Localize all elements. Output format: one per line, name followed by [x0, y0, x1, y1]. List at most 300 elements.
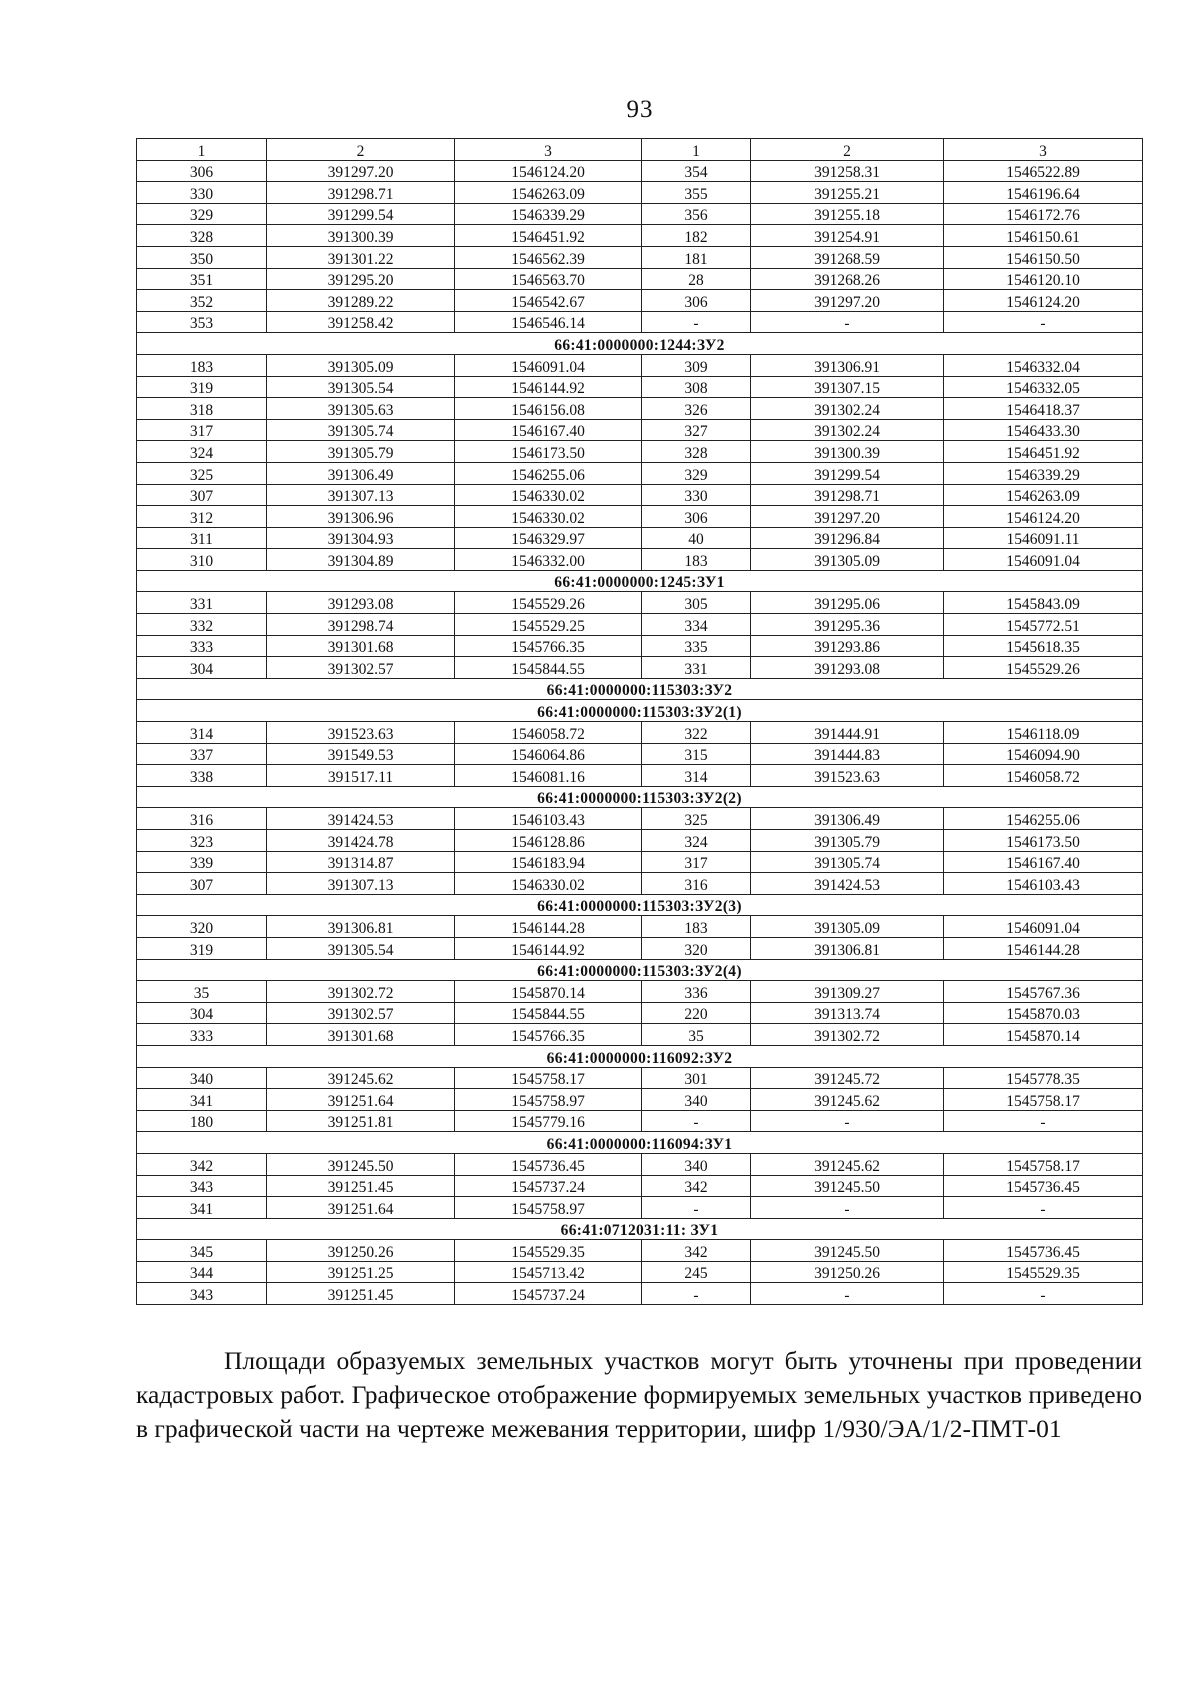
table-cell: 220: [642, 1002, 751, 1024]
table-cell: 1545870.14: [944, 1024, 1143, 1046]
table-cell: -: [751, 1283, 944, 1305]
table-cell: 1546124.20: [455, 160, 642, 182]
table-cell: 1546103.43: [455, 808, 642, 830]
table-cell: 1545758.97: [455, 1089, 642, 1111]
table-cell: 391293.08: [751, 657, 944, 679]
table-cell: 391302.24: [751, 398, 944, 420]
section-label: 66:41:0000000:115303:ЗУ2(2): [137, 786, 1143, 808]
table-cell: 391301.68: [267, 1024, 455, 1046]
table-cell: 341: [137, 1089, 267, 1111]
table-cell: 1546255.06: [455, 462, 642, 484]
table-cell: 343: [137, 1283, 267, 1305]
header-cell: 1: [137, 139, 267, 161]
table-cell: 1545766.35: [455, 635, 642, 657]
table-row: [137, 635, 1143, 657]
table-cell: 304: [137, 657, 267, 679]
table-cell: 245: [642, 1261, 751, 1283]
table-cell: 331: [642, 657, 751, 679]
table-cell: 352: [137, 290, 267, 312]
table-cell: 1546150.61: [944, 225, 1143, 247]
table-cell: 391302.72: [267, 981, 455, 1003]
table-cell: 342: [642, 1240, 751, 1262]
header-cell: 2: [751, 139, 944, 161]
table-row: [137, 246, 1143, 268]
table-row: [137, 851, 1143, 873]
table-cell: 1545767.36: [944, 981, 1143, 1003]
table-cell: 391306.49: [267, 462, 455, 484]
table-cell: 1546522.89: [944, 160, 1143, 182]
table-cell: 1545870.03: [944, 1002, 1143, 1024]
table-cell: 1546183.94: [455, 851, 642, 873]
table-cell: 391305.79: [267, 441, 455, 463]
table-cell: 391245.72: [751, 1067, 944, 1089]
table-cell: 317: [137, 419, 267, 441]
table-cell: 391297.20: [267, 160, 455, 182]
table-row: [137, 1197, 1143, 1219]
header-cell: 1: [642, 139, 751, 161]
table-cell: 183: [642, 549, 751, 571]
table-cell: 391306.81: [267, 916, 455, 938]
table-cell: 316: [137, 808, 267, 830]
table-cell: 391293.08: [267, 592, 455, 614]
table-cell: 1546330.02: [455, 873, 642, 895]
table-cell: 391301.68: [267, 635, 455, 657]
table-cell: 391297.20: [751, 506, 944, 528]
table-cell: 329: [137, 203, 267, 225]
section-heading-row: [137, 1132, 1143, 1154]
table-cell: 391305.09: [751, 916, 944, 938]
table-cell: 391258.42: [267, 311, 455, 333]
table-cell: 391255.21: [751, 182, 944, 204]
table-cell: 351: [137, 268, 267, 290]
table-cell: 391523.63: [751, 765, 944, 787]
table-cell: 1546330.02: [455, 484, 642, 506]
table-cell: 391302.57: [267, 1002, 455, 1024]
header-cell: 3: [944, 139, 1143, 161]
table-row: [137, 290, 1143, 312]
table-cell: 1546150.50: [944, 246, 1143, 268]
table-cell: 35: [137, 981, 267, 1003]
table-cell: 320: [642, 937, 751, 959]
table-cell: 343: [137, 1175, 267, 1197]
table-cell: 345: [137, 1240, 267, 1262]
section-label: 66:41:0000000:1244:ЗУ2: [137, 333, 1143, 355]
table-cell: 1545529.26: [455, 592, 642, 614]
table-cell: 391424.53: [751, 873, 944, 895]
table-cell: 330: [137, 182, 267, 204]
table-cell: 1546563.70: [455, 268, 642, 290]
table-cell: 391251.45: [267, 1175, 455, 1197]
table-cell: 391424.78: [267, 830, 455, 852]
table-cell: 319: [137, 376, 267, 398]
table-cell: 323: [137, 830, 267, 852]
table-cell: 391299.54: [751, 462, 944, 484]
table-row: [137, 1089, 1143, 1111]
table-cell: 325: [642, 808, 751, 830]
table-cell: 338: [137, 765, 267, 787]
table-cell: 391250.26: [751, 1261, 944, 1283]
table-cell: 1545736.45: [944, 1240, 1143, 1262]
table-cell: 391305.74: [751, 851, 944, 873]
section-heading-row: [137, 678, 1143, 700]
table-cell: 309: [642, 354, 751, 376]
table-cell: 314: [137, 722, 267, 744]
table-row: [137, 1261, 1143, 1283]
table-header-row: [137, 139, 1143, 161]
table-cell: -: [751, 1197, 944, 1219]
section-label: 66:41:0712031:11: ЗУ1: [137, 1218, 1143, 1240]
table-cell: 1546173.50: [455, 441, 642, 463]
table-cell: -: [642, 311, 751, 333]
table-cell: 391299.54: [267, 203, 455, 225]
table-cell: 391305.54: [267, 937, 455, 959]
table-row: [137, 1002, 1143, 1024]
section-heading-row: [137, 786, 1143, 808]
table-cell: -: [944, 1283, 1143, 1305]
table-cell: 340: [642, 1153, 751, 1175]
table-row: [137, 311, 1143, 333]
table-cell: 332: [137, 614, 267, 636]
table-cell: 1545758.17: [944, 1153, 1143, 1175]
table-cell: 1546173.50: [944, 830, 1143, 852]
table-cell: 1546339.29: [944, 462, 1143, 484]
section-heading-row: [137, 333, 1143, 355]
table-cell: 1546094.90: [944, 743, 1143, 765]
table-row: [137, 160, 1143, 182]
header-cell: 2: [267, 139, 455, 161]
table-cell: 391298.71: [267, 182, 455, 204]
table-row: [137, 376, 1143, 398]
table-cell: 301: [642, 1067, 751, 1089]
table-row: [137, 1240, 1143, 1262]
table-cell: 304: [137, 1002, 267, 1024]
table-row: [137, 1175, 1143, 1197]
table-cell: 1545758.17: [455, 1067, 642, 1089]
table-row: [137, 722, 1143, 744]
table-cell: 310: [137, 549, 267, 571]
table-cell: 1545618.35: [944, 635, 1143, 657]
table-cell: 1546329.97: [455, 527, 642, 549]
table-cell: 1546120.10: [944, 268, 1143, 290]
table-row: [137, 1067, 1143, 1089]
table-cell: 1545870.14: [455, 981, 642, 1003]
table-cell: 391307.13: [267, 873, 455, 895]
table-cell: 391305.54: [267, 376, 455, 398]
table-cell: 391293.86: [751, 635, 944, 657]
table-cell: 1546144.92: [455, 937, 642, 959]
table-cell: 391245.62: [267, 1067, 455, 1089]
table-row: [137, 1153, 1143, 1175]
table-cell: 340: [642, 1089, 751, 1111]
table-cell: 391305.09: [267, 354, 455, 376]
table-cell: 354: [642, 160, 751, 182]
table-cell: 391245.50: [267, 1153, 455, 1175]
table-cell: 391302.57: [267, 657, 455, 679]
table-cell: 391295.36: [751, 614, 944, 636]
table-cell: 330: [642, 484, 751, 506]
table-cell: 1545529.25: [455, 614, 642, 636]
table-cell: -: [751, 1110, 944, 1132]
table-row: [137, 592, 1143, 614]
table-cell: 1546263.09: [944, 484, 1143, 506]
table-cell: 391305.63: [267, 398, 455, 420]
table-cell: 391245.50: [751, 1240, 944, 1262]
table-cell: -: [642, 1110, 751, 1132]
table-cell: 324: [137, 441, 267, 463]
table-cell: 312: [137, 506, 267, 528]
table-cell: 1545529.35: [944, 1261, 1143, 1283]
table-cell: 316: [642, 873, 751, 895]
table-cell: 391258.31: [751, 160, 944, 182]
table-cell: 333: [137, 635, 267, 657]
table-cell: 391245.62: [751, 1089, 944, 1111]
table-row: [137, 182, 1143, 204]
table-cell: 342: [642, 1175, 751, 1197]
table-cell: 1546167.40: [944, 851, 1143, 873]
table-cell: 182: [642, 225, 751, 247]
table-row: [137, 937, 1143, 959]
table-row: [137, 916, 1143, 938]
table-cell: 317: [642, 851, 751, 873]
table-cell: 306: [137, 160, 267, 182]
table-row: [137, 484, 1143, 506]
table-cell: 1546091.11: [944, 527, 1143, 549]
table-row: [137, 743, 1143, 765]
table-cell: 391517.11: [267, 765, 455, 787]
table-cell: 319: [137, 937, 267, 959]
table-cell: -: [642, 1197, 751, 1219]
table-cell: 391302.24: [751, 419, 944, 441]
table-row: [137, 225, 1143, 247]
table-cell: 1546144.28: [944, 937, 1143, 959]
table-row: [137, 268, 1143, 290]
table-cell: 1546332.05: [944, 376, 1143, 398]
table-cell: 327: [642, 419, 751, 441]
section-label: 66:41:0000000:116092:ЗУ2: [137, 1045, 1143, 1067]
table-cell: 328: [137, 225, 267, 247]
table-cell: 391295.20: [267, 268, 455, 290]
table-cell: 306: [642, 290, 751, 312]
table-row: [137, 203, 1143, 225]
table-row: [137, 398, 1143, 420]
table-cell: 307: [137, 873, 267, 895]
table-cell: 305: [642, 592, 751, 614]
table-cell: 306: [642, 506, 751, 528]
table-cell: 353: [137, 311, 267, 333]
table-cell: 1545779.16: [455, 1110, 642, 1132]
table-cell: 391305.79: [751, 830, 944, 852]
table-cell: 391251.25: [267, 1261, 455, 1283]
table-cell: 1546451.92: [455, 225, 642, 247]
table-cell: 391298.71: [751, 484, 944, 506]
table-cell: 180: [137, 1110, 267, 1132]
table-cell: 320: [137, 916, 267, 938]
table-cell: 315: [642, 743, 751, 765]
table-cell: 1546263.09: [455, 182, 642, 204]
table-cell: 391444.83: [751, 743, 944, 765]
table-cell: 391424.53: [267, 808, 455, 830]
table-row: [137, 527, 1143, 549]
table-cell: 1546167.40: [455, 419, 642, 441]
table-cell: 1546103.43: [944, 873, 1143, 895]
table-cell: 391245.50: [751, 1175, 944, 1197]
table-cell: 1545736.45: [455, 1153, 642, 1175]
table-cell: 391523.63: [267, 722, 455, 744]
table-row: [137, 873, 1143, 895]
header-cell: 3: [455, 139, 642, 161]
table-cell: 1546339.29: [455, 203, 642, 225]
section-label: 66:41:0000000:115303:ЗУ2(1): [137, 700, 1143, 722]
notes-paragraph: [136, 1344, 1142, 1446]
table-cell: 308: [642, 376, 751, 398]
table-cell: 391314.87: [267, 851, 455, 873]
table-cell: 1545737.24: [455, 1283, 642, 1305]
table-cell: 355: [642, 182, 751, 204]
table-cell: 391309.27: [751, 981, 944, 1003]
table-cell: 1546064.86: [455, 743, 642, 765]
table-cell: 391268.26: [751, 268, 944, 290]
table-cell: 1546081.16: [455, 765, 642, 787]
table-cell: -: [751, 311, 944, 333]
table-row: [137, 657, 1143, 679]
table-cell: 391306.96: [267, 506, 455, 528]
table-cell: 1545529.26: [944, 657, 1143, 679]
section-heading-row: [137, 1218, 1143, 1240]
table-cell: 391251.64: [267, 1197, 455, 1219]
table-cell: 307: [137, 484, 267, 506]
table-cell: 391297.20: [751, 290, 944, 312]
section-heading-row: [137, 570, 1143, 592]
table-cell: 391251.64: [267, 1089, 455, 1111]
table-cell: 35: [642, 1024, 751, 1046]
coordinates-table: [136, 138, 1143, 1305]
table-row: [137, 419, 1143, 441]
table-cell: 28: [642, 268, 751, 290]
table-cell: 1545844.55: [455, 657, 642, 679]
table-cell: 391305.74: [267, 419, 455, 441]
table-cell: 183: [137, 354, 267, 376]
table-cell: 318: [137, 398, 267, 420]
section-heading-row: [137, 700, 1143, 722]
table-cell: 1546144.28: [455, 916, 642, 938]
table-cell: 334: [642, 614, 751, 636]
table-cell: 342: [137, 1153, 267, 1175]
table-cell: 391304.89: [267, 549, 455, 571]
table-cell: 1546118.09: [944, 722, 1143, 744]
table-row: [137, 614, 1143, 636]
table-cell: 1546091.04: [455, 354, 642, 376]
table-row: [137, 765, 1143, 787]
table-cell: 181: [642, 246, 751, 268]
table-cell: 40: [642, 527, 751, 549]
section-heading-row: [137, 959, 1143, 981]
table-cell: 1546542.67: [455, 290, 642, 312]
table-cell: 391302.72: [751, 1024, 944, 1046]
table-cell: 1546418.37: [944, 398, 1143, 420]
table-cell: 326: [642, 398, 751, 420]
table-row: [137, 462, 1143, 484]
table-cell: 1546091.04: [944, 549, 1143, 571]
table-cell: -: [944, 311, 1143, 333]
table-cell: 391300.39: [267, 225, 455, 247]
table-cell: 391306.49: [751, 808, 944, 830]
table-row: [137, 506, 1143, 528]
table-cell: 1545844.55: [455, 1002, 642, 1024]
table-cell: 324: [642, 830, 751, 852]
table-cell: 391301.22: [267, 246, 455, 268]
table-cell: 391245.62: [751, 1153, 944, 1175]
table-cell: 1546196.64: [944, 182, 1143, 204]
section-label: 66:41:0000000:1245:ЗУ1: [137, 570, 1143, 592]
table-cell: 1546124.20: [944, 290, 1143, 312]
table-cell: 391251.81: [267, 1110, 455, 1132]
table-row: [137, 981, 1143, 1003]
table-cell: 391298.74: [267, 614, 455, 636]
table-cell: 1546156.08: [455, 398, 642, 420]
table-cell: 1545766.35: [455, 1024, 642, 1046]
table-cell: 391268.59: [751, 246, 944, 268]
table-cell: 314: [642, 765, 751, 787]
table-cell: 1546255.06: [944, 808, 1143, 830]
section-heading-row: [137, 1045, 1143, 1067]
table-cell: 391307.13: [267, 484, 455, 506]
table-cell: 391296.84: [751, 527, 944, 549]
table-cell: 391306.91: [751, 354, 944, 376]
table-cell: 391305.09: [751, 549, 944, 571]
paragraph-text: Площади образуемых земельных участков могут быть уточнены при проведении кадастровых работ. Графическое отображение формируемых земельных участков приведено в графической части на чертеже межевания территории, шифр 1/930/ЭА/1/2-ПМТ-01: [136, 1346, 1142, 1443]
table-cell: 391289.22: [267, 290, 455, 312]
table-cell: 391250.26: [267, 1240, 455, 1262]
table-cell: 1545758.97: [455, 1197, 642, 1219]
table-cell: 391255.18: [751, 203, 944, 225]
section-heading-row: [137, 894, 1143, 916]
table-cell: 1546058.72: [455, 722, 642, 744]
table-cell: 1545843.09: [944, 592, 1143, 614]
table-cell: 1546332.00: [455, 549, 642, 571]
table-row: [137, 1110, 1143, 1132]
table-cell: 322: [642, 722, 751, 744]
table-cell: 391444.91: [751, 722, 944, 744]
table-cell: 1545736.45: [944, 1175, 1143, 1197]
table-cell: 1545772.51: [944, 614, 1143, 636]
table-row: [137, 1283, 1143, 1305]
table-row: [137, 1024, 1143, 1046]
section-label: 66:41:0000000:115303:ЗУ2(4): [137, 959, 1143, 981]
table-cell: 391549.53: [267, 743, 455, 765]
table-cell: 1545529.35: [455, 1240, 642, 1262]
table-row: [137, 354, 1143, 376]
table-cell: 1546546.14: [455, 311, 642, 333]
table-cell: 1545758.17: [944, 1089, 1143, 1111]
table-cell: 391307.15: [751, 376, 944, 398]
table-cell: 391313.74: [751, 1002, 944, 1024]
table-cell: 391304.93: [267, 527, 455, 549]
table-cell: 350: [137, 246, 267, 268]
table-cell: 1546058.72: [944, 765, 1143, 787]
table-cell: 391254.91: [751, 225, 944, 247]
table-cell: 391251.45: [267, 1283, 455, 1305]
table-cell: 331: [137, 592, 267, 614]
table-cell: 344: [137, 1261, 267, 1283]
table-cell: 391306.81: [751, 937, 944, 959]
table-cell: 1546091.04: [944, 916, 1143, 938]
table-cell: 336: [642, 981, 751, 1003]
table-cell: 1545713.42: [455, 1261, 642, 1283]
table-cell: 391295.06: [751, 592, 944, 614]
table-cell: 1546451.92: [944, 441, 1143, 463]
table-row: [137, 808, 1143, 830]
table-row: [137, 830, 1143, 852]
